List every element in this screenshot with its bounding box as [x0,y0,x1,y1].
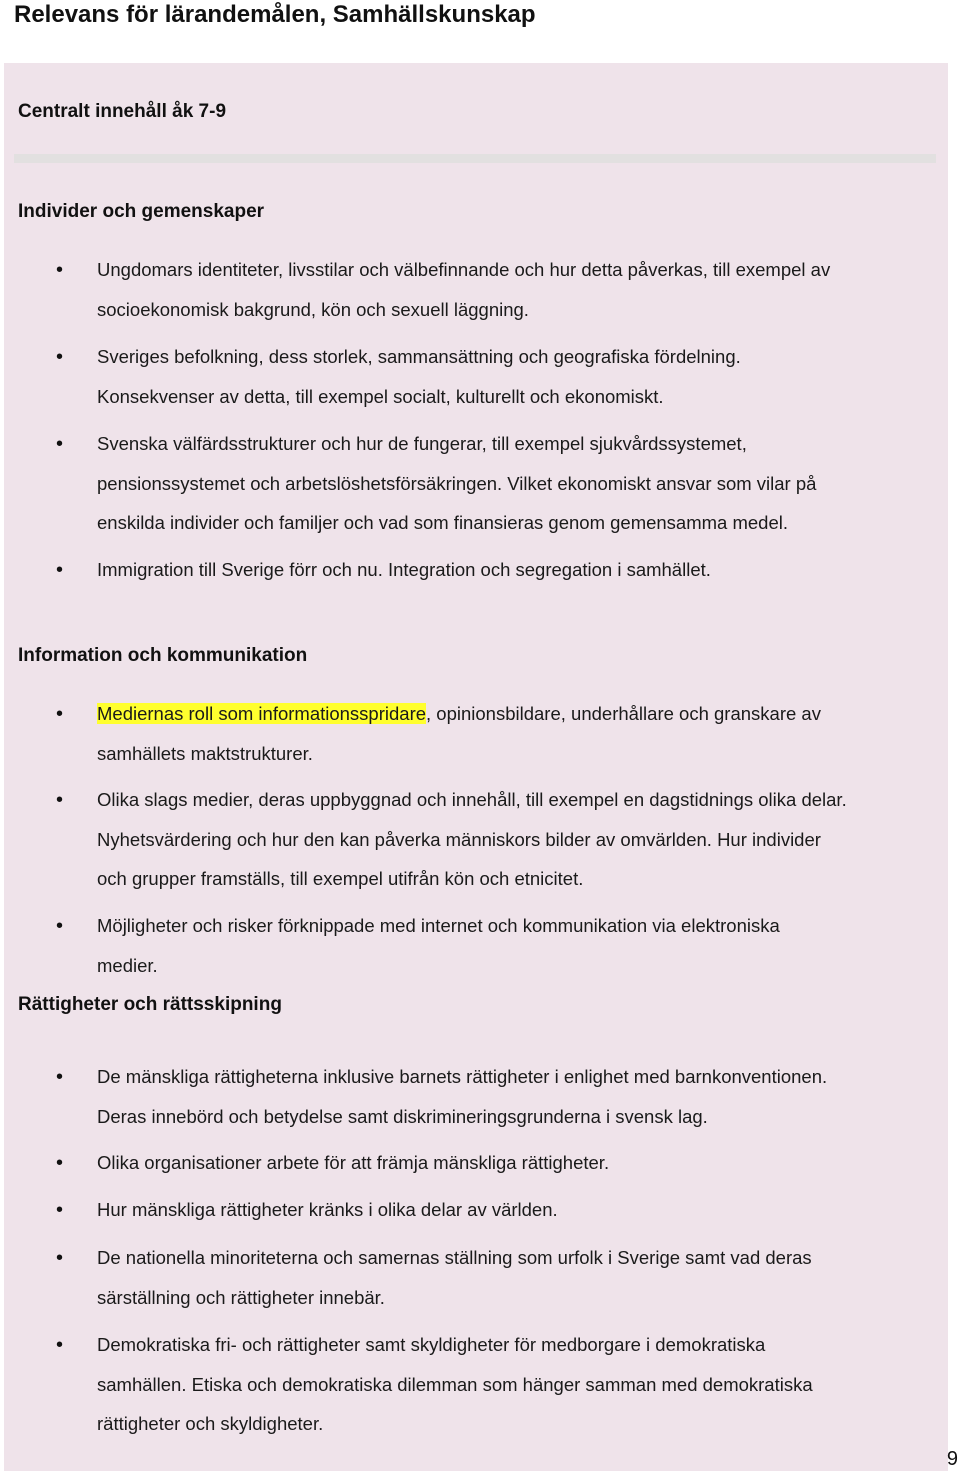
list-item [97,1057,942,1136]
list-item-line: Nyhetsvärdering och hur den kan påverka människors bilder av omvärlden. Hur individer [97,828,821,850]
bullet: • [56,789,64,811]
bullet: • [56,1152,64,1174]
list-item [97,1238,942,1317]
list-item-line: Deras innebörd och betydelse samt diskrimineringsgrunderna i svensk lag. [97,1105,708,1127]
list-item-line: medier. [97,954,158,976]
central-content-heading: Centralt innehåll åk 7-9 [18,101,227,122]
list-item-line: samhällets maktstrukturer. [97,742,313,764]
section-title-individer: Individer och gemenskaper [18,201,265,222]
list-item-line [97,694,942,734]
list-item [97,1143,942,1183]
list-item [97,337,942,416]
list-item [97,694,942,773]
list-item [97,424,942,543]
bullet: • [56,1247,64,1269]
list-item [97,906,942,985]
divider [14,154,936,163]
page-title: Relevans för lärandemålen, Samhällskunskap [14,1,536,28]
list-item-line: enskilda individer och familjer och vad som finansieras genom gemensamma medel. [97,512,788,533]
list-item-line: Möjligheter och risker förknippade med internet och kommunikation via elektroniska [97,915,780,936]
bullet: • [56,915,64,937]
list-item-line: socioekonomisk bakgrund, kön och sexuell läggning. [97,298,529,320]
list-item [97,1190,942,1230]
list-item-line: Sveriges befolkning, dess storlek, sammansättning och geografiska fördelning. [97,346,741,367]
list-item-line: särställning och rättigheter innebär. [97,1286,385,1308]
list-item-line: De nationella minoriteterna och samernas ställning som urfolk i Sverige samt vad deras [97,1247,812,1268]
list-item-line: De mänskliga rättigheterna inklusive barnets rättigheter i enlighet med barnkonventionen. [97,1066,828,1087]
list-item [97,780,942,899]
list-item-line: Immigration till Sverige förr och nu. Integration och segregation i samhället. [97,559,711,580]
bullet: • [56,433,64,455]
list-item-line: Svenska välfärdsstrukturer och hur de fungerar, till exempel sjukvårdssystemet, [97,433,747,454]
list-item [97,250,942,329]
list-item [97,1325,942,1444]
bullet: • [56,703,64,725]
list-item-line: Ungdomars identiteter, livsstilar och välbefinnande och hur detta påverkas, till exempel av [97,259,831,280]
list-item-line: och grupper framställs, till exempel utifrån kön och etnicitet. [97,868,584,889]
bullet: • [56,559,64,581]
section-title-information: Information och kommunikation [18,645,308,666]
list-item-line: Konsekvenser av detta, till exempel socialt, kulturellt och ekonomiskt. [97,385,664,407]
bullet: • [56,1199,64,1221]
list-item-line: Hur mänskliga rättigheter kränks i olika delar av världen. [97,1199,558,1220]
list-item [97,550,942,590]
bullet: • [56,259,64,281]
bullet: • [56,1334,64,1356]
list-item-text: , opinionsbildare, underhållare och granskare av [426,703,821,724]
list-item-line: Demokratiska fri- och rättigheter samt skyldigheter för medborgare i demokratiska [97,1334,766,1355]
highlighted-text: Mediernas roll som informationsspridare [97,703,427,724]
page-number: 9 [946,1448,958,1470]
bullet: • [56,346,64,368]
section-title-rattigheter: Rättigheter och rättsskipning [18,994,282,1015]
list-item-line: Olika organisationer arbete för att främja mänskliga rättigheter. [97,1152,610,1173]
list-item-line: Olika slags medier, deras uppbyggnad och innehåll, till exempel en dagstidnings olika delar. [97,789,847,810]
list-item-line: pensionssystemet och arbetslöshetsförsäkringen. Vilket ekonomiskt ansvar som vilar på [97,472,817,494]
list-item-line: samhällen. Etiska och demokratiska dilemman som hänger samman med demokratiska [97,1373,813,1395]
bullet: • [56,1066,64,1088]
list-item-line: rättigheter och skyldigheter. [97,1413,324,1434]
